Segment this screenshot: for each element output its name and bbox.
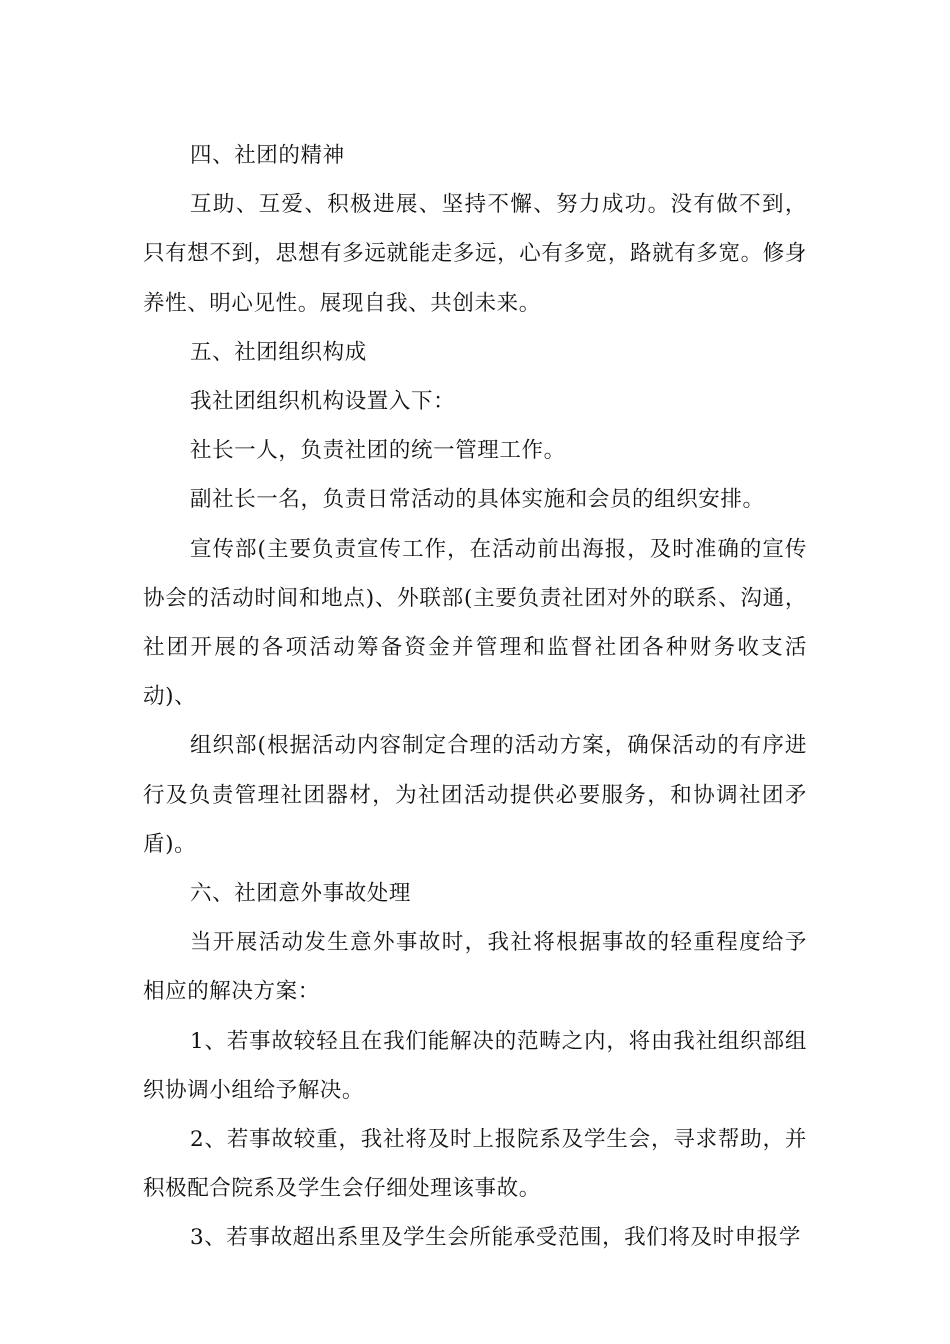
paragraph-spirit-content: 互助、互爱、积极进展、坚持不懈、努力成功。没有做不到，只有想不到，思想有多远就能走多远，心有多宽，路就有多宽。修身养性、明心见性。展现自我、共创未来。 — [143, 192, 807, 316]
document-body — [143, 131, 807, 1263]
section-heading-accidents: 六、社团意外事故处理 — [190, 881, 412, 907]
list-item-accident-2: 2、若事故较重，我社将及时上报院系及学生会，寻求帮助，并积极配合院系及学生会仔细处理该事故。 — [143, 1127, 807, 1202]
paragraph-president: 社长一人，负责社团的统一管理工作。 — [190, 438, 566, 464]
paragraph-accident-intro: 当开展活动发生意外事故时，我社将根据事故的轻重程度给予相应的解决方案： — [143, 930, 807, 1005]
section-heading-organization: 五、社团组织构成 — [190, 339, 367, 365]
list-item-accident-3: 3、若事故超出系里及学生会所能承受范围，我们将及时申报学 — [190, 1225, 801, 1251]
paragraph-organization-dept: 组织部(根据活动内容制定合理的活动方案，确保活动的有序进行及负责管理社团器材，为社团活动提供必要服务，和协调社团矛盾)。 — [143, 733, 807, 857]
section-heading-spirit: 四、社团的精神 — [190, 143, 345, 168]
paragraph-publicity-outreach: 宣传部(主要负责宣传工作，在活动前出海报，及时准确的宣传协会的活动时间和地点)、外联部(主要负责社团对外的联系、沟通，社团开展的各项活动筹备资金并管理和监督社团各种财务收支活动)、 — [143, 536, 807, 710]
paragraph-vice-president: 副社长一名，负责日常活动的具体实施和会员的组织安排。 — [190, 487, 765, 513]
paragraph-organization-intro: 我社团组织机构设置入下： — [190, 389, 456, 415]
list-item-accident-1: 1、若事故较轻且在我们能解决的范畴之内，将由我社组织部组织协调小组给予解决。 — [143, 1028, 807, 1103]
